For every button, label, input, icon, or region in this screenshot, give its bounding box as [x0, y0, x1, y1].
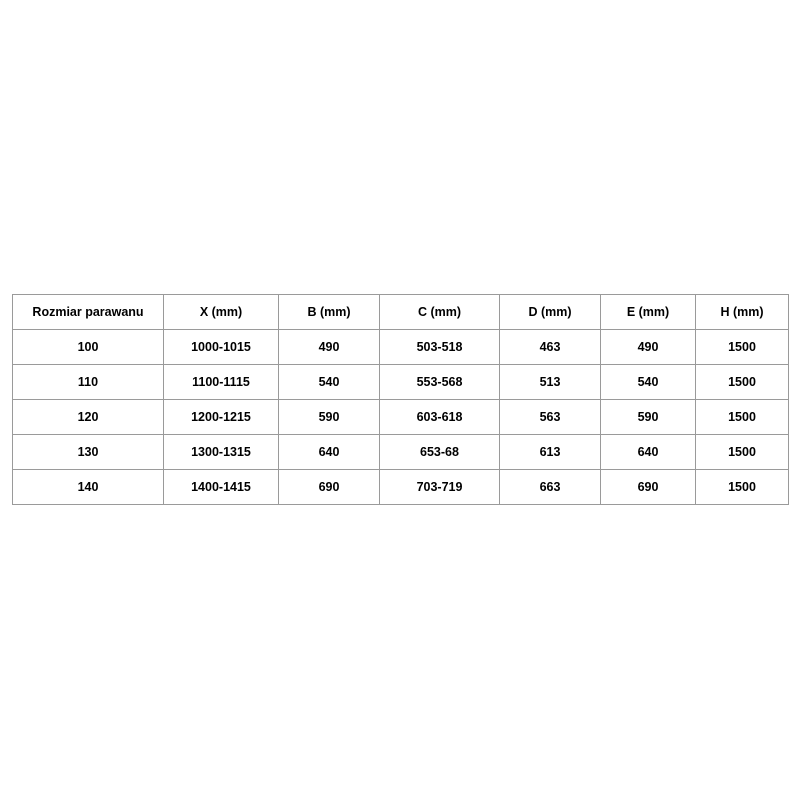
cell-d: 463: [500, 330, 601, 365]
cell-c: 553-568: [380, 365, 500, 400]
table-row: [13, 435, 789, 470]
table-body: [13, 330, 789, 505]
cell-c: 503-518: [380, 330, 500, 365]
cell-b: 690: [279, 470, 380, 505]
table-header: [13, 295, 789, 330]
cell-c: 603-618: [380, 400, 500, 435]
cell-d: 663: [500, 470, 601, 505]
cell-x: 1300-1315: [164, 435, 279, 470]
specification-table: [12, 294, 789, 505]
column-header-h: H (mm): [696, 295, 789, 330]
column-header-d: D (mm): [500, 295, 601, 330]
table-row: [13, 470, 789, 505]
cell-h: 1500: [696, 435, 789, 470]
column-header-b: B (mm): [279, 295, 380, 330]
cell-c: 703-719: [380, 470, 500, 505]
cell-h: 1500: [696, 365, 789, 400]
cell-e: 490: [601, 330, 696, 365]
cell-b: 490: [279, 330, 380, 365]
cell-x: 1100-1115: [164, 365, 279, 400]
cell-x: 1400-1415: [164, 470, 279, 505]
cell-x: 1200-1215: [164, 400, 279, 435]
cell-e: 640: [601, 435, 696, 470]
cell-size: 120: [13, 400, 164, 435]
column-header-e: E (mm): [601, 295, 696, 330]
cell-d: 563: [500, 400, 601, 435]
cell-b: 640: [279, 435, 380, 470]
table-row: [13, 365, 789, 400]
cell-e: 590: [601, 400, 696, 435]
column-header-c: C (mm): [380, 295, 500, 330]
cell-e: 690: [601, 470, 696, 505]
cell-x: 1000-1015: [164, 330, 279, 365]
cell-h: 1500: [696, 470, 789, 505]
cell-e: 540: [601, 365, 696, 400]
column-header-x: X (mm): [164, 295, 279, 330]
cell-b: 590: [279, 400, 380, 435]
cell-h: 1500: [696, 400, 789, 435]
column-header-size: Rozmiar parawanu: [13, 295, 164, 330]
table-row: [13, 330, 789, 365]
cell-c: 653-68: [380, 435, 500, 470]
cell-size: 140: [13, 470, 164, 505]
table-row: [13, 400, 789, 435]
cell-b: 540: [279, 365, 380, 400]
cell-h: 1500: [696, 330, 789, 365]
table-header-row: [13, 295, 789, 330]
cell-d: 513: [500, 365, 601, 400]
spec-table-container: [12, 294, 788, 505]
cell-size: 110: [13, 365, 164, 400]
cell-d: 613: [500, 435, 601, 470]
cell-size: 100: [13, 330, 164, 365]
cell-size: 130: [13, 435, 164, 470]
